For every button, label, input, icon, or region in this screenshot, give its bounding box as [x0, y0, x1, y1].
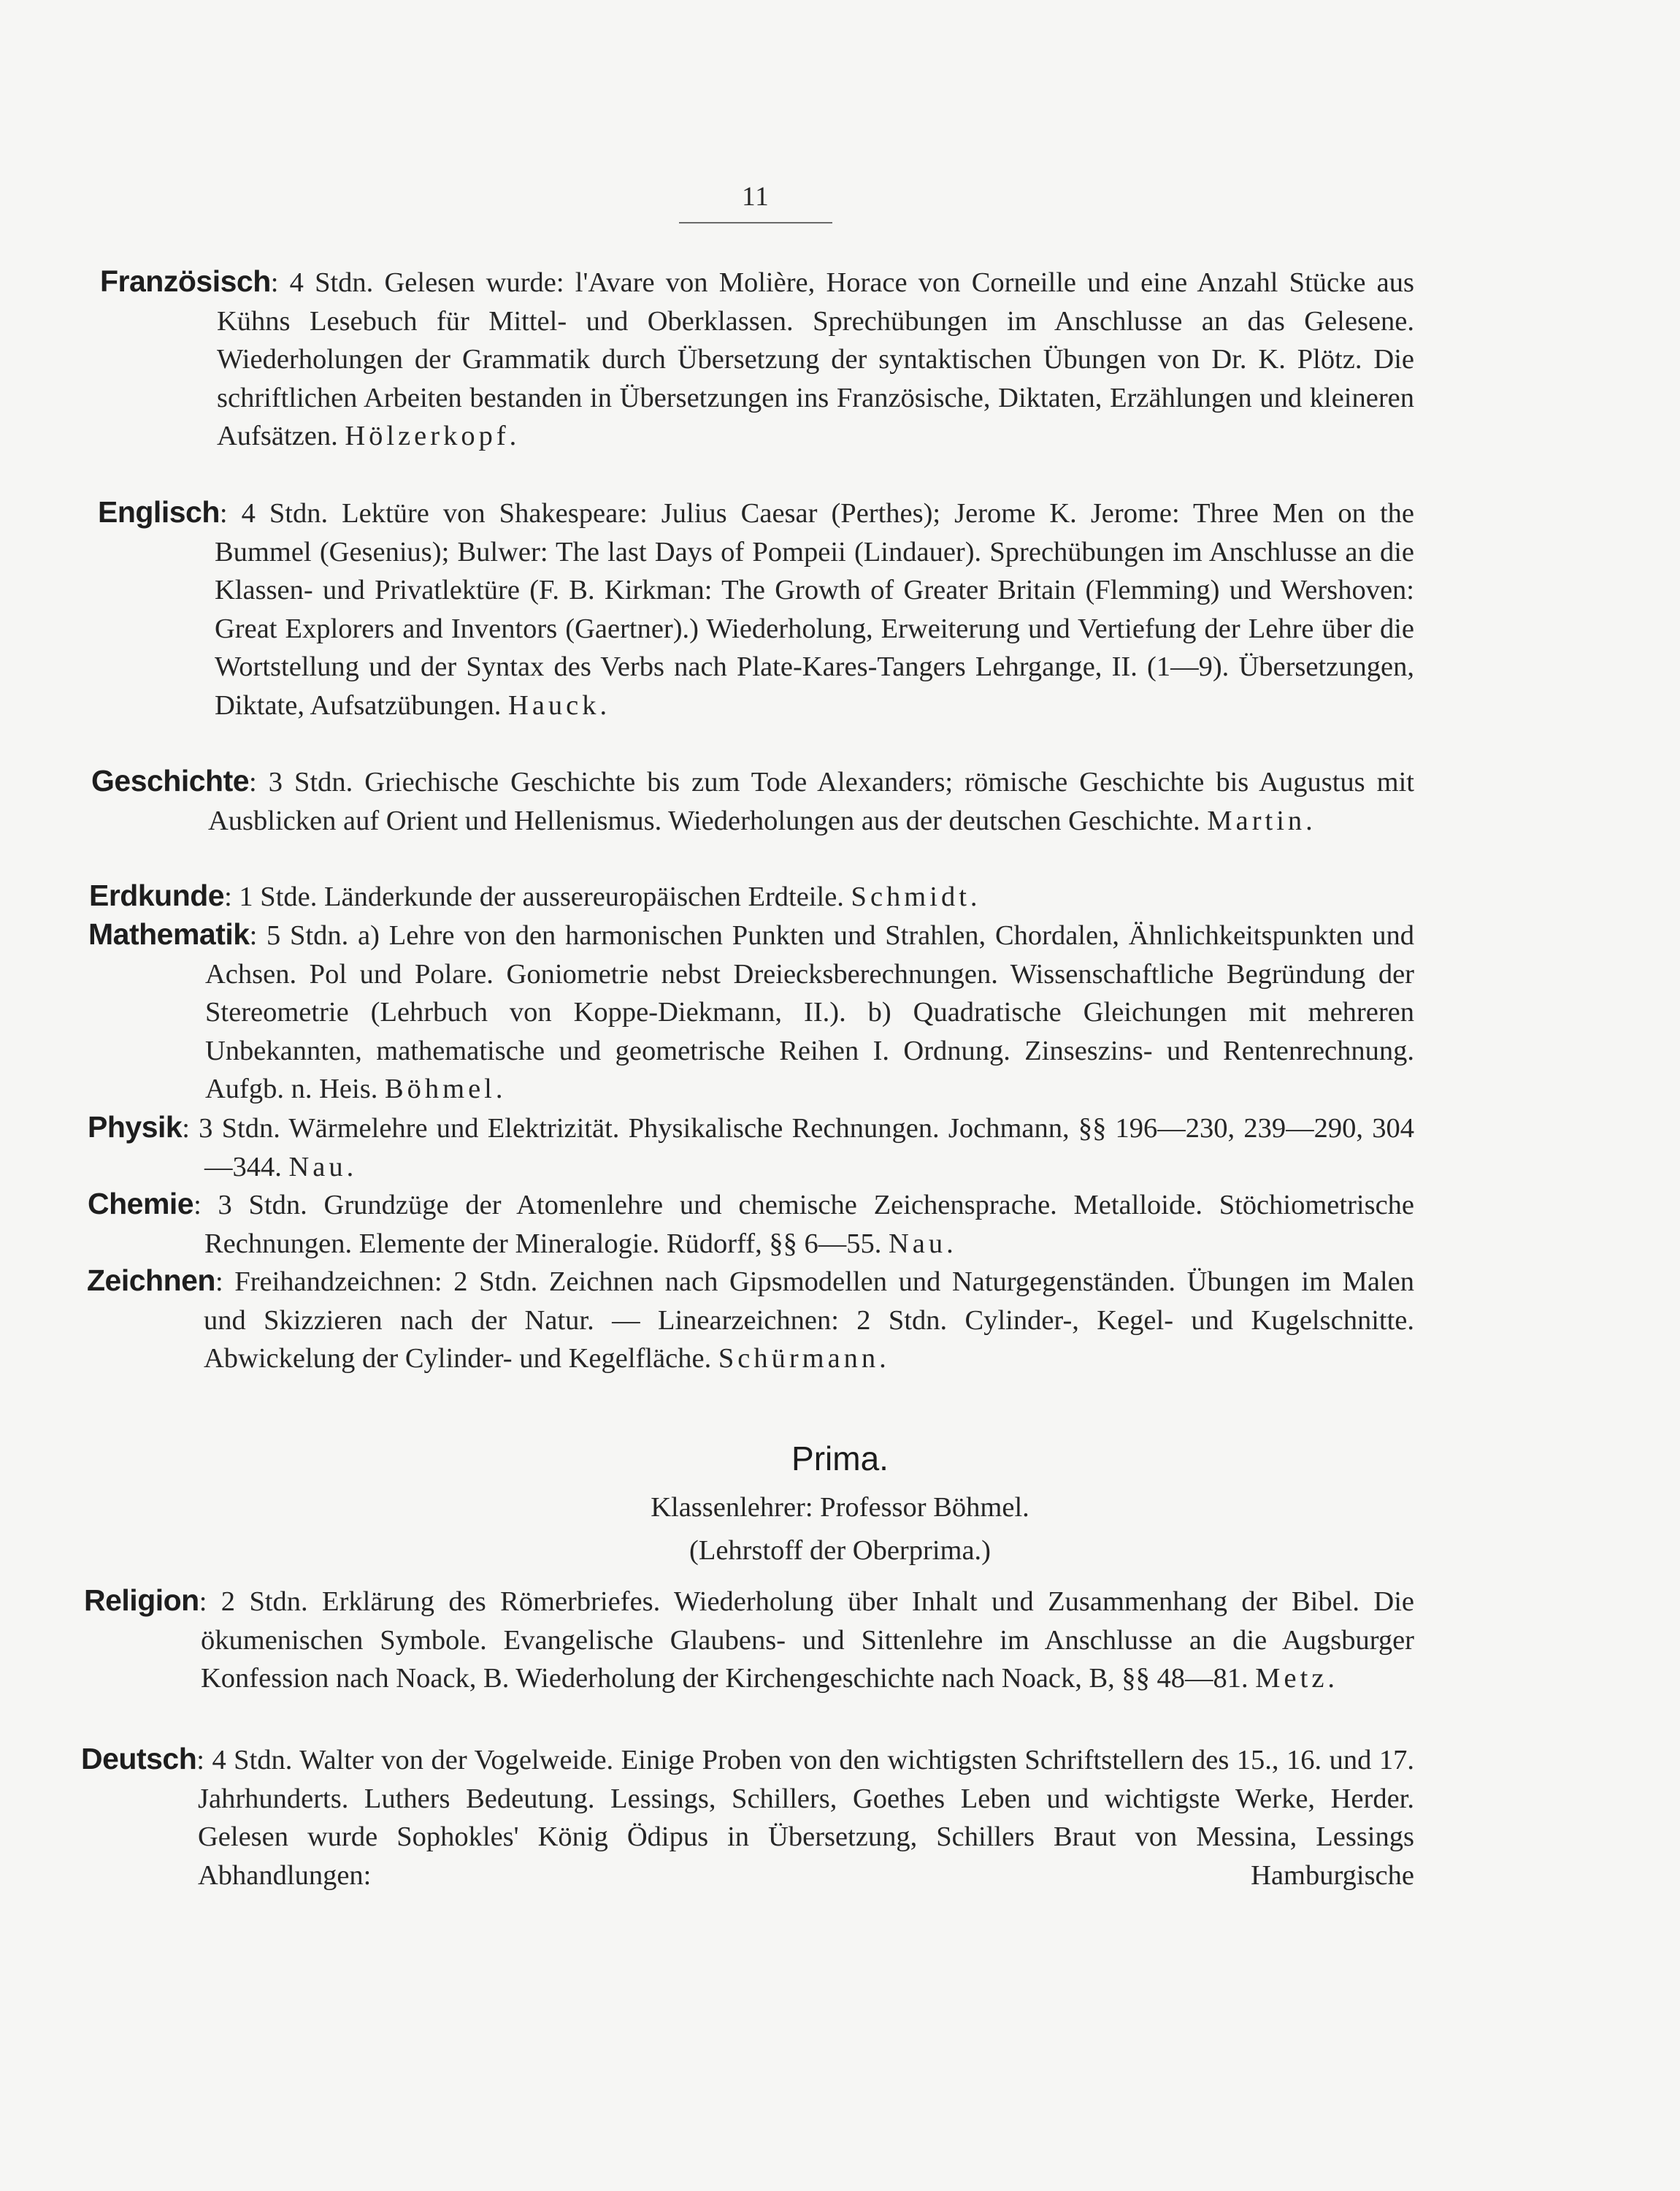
- teacher-name: Nau.: [888, 1228, 957, 1259]
- subject-heading: Englisch: [98, 495, 220, 529]
- teacher-name: Hauck.: [508, 689, 611, 721]
- teacher-name: Schmidt.: [851, 882, 981, 912]
- teacher-name: Böhmel.: [384, 1074, 507, 1105]
- teacher-name: Metz.: [1255, 1663, 1339, 1694]
- section-text: : 5 Stdn. a) Lehre von den harmonischen Punkten und Strahlen, Chordalen, Ähnlichkeitspunkten und Achsen. Pol und Polare. Goniometrie nebst Dreiecksberechnungen. Wissenschaftliche Begründung der Stereometrie (Lehrbuch von Koppe-Diekmann, II.). b) Quadratische Gleichungen mit mehreren Unbekannten, mathematische und geometrische Reihen I. Ordnung. Zinseszins- und Rentenrechnung. Aufgb. n. Heis.: [205, 920, 1414, 1105]
- section-text: : 3 Stdn. Grundzüge der Atomenlehre und chemische Zeichensprache. Metalloide. Stöchiometrische Rechnungen. Elemente der Mineralogie. Rüdorff, §§ 6—55.: [193, 1190, 1414, 1259]
- subject-heading: Mathematik: [88, 917, 250, 951]
- section-englisch: [98, 493, 1414, 725]
- section-deutsch: [81, 1740, 1414, 1894]
- teacher-name: Schürmann.: [718, 1343, 890, 1374]
- subject-heading: Erdkunde: [89, 879, 225, 912]
- subject-heading: Zeichnen: [87, 1263, 215, 1297]
- section-text: : 3 Stdn. Griechische Geschichte bis zum Tode Alexanders; römische Geschichte bis Augustus mit Ausblicken auf Orient und Hellenismus. Wiederholungen aus der deutschen Geschichte.: [208, 767, 1414, 836]
- section-zeichnen: [87, 1261, 1414, 1378]
- subject-heading: Französisch: [100, 264, 271, 298]
- section-text: : 1 Stde. Länderkunde der aussereuropäischen Erdteile.: [224, 882, 844, 912]
- section-mathematik: [88, 915, 1414, 1109]
- section-erdkunde: [89, 876, 1414, 917]
- teacher-name: Hölzerkopf.: [345, 421, 521, 452]
- section-text: : 4 Stdn. Gelesen wurde: l'Avare von Molière, Horace von Corneille und eine Anzahl Stücke aus Kühns Lesebuch für Mittel- und Oberklassen. Sprechübungen im Anschlusse an das Gelesene. Wiederholungen der Grammatik durch Übersetzung der syntaktischen Übungen von Dr. K. Plötz. Die schriftlichen Arbeiten bestanden in Übersetzungen ins Französische, Diktaten, Erzählungen und kleineren Aufsätzen.: [217, 267, 1414, 452]
- section-text: : 4 Stdn. Walter von der Vogelweide. Einige Proben von den wichtigsten Schriftstellern des 15., 16. und 17. Jahrhunderts. Luthers Bedeutung. Lessings, Schillers, Goethes Leben und wichtigste Werke, Herder. Gelesen wurde Sophokles' König Ödipus in Übersetzung, Schillers Braut von Messina, Lessings Abhandlungen: Hamburgische: [196, 1745, 1414, 1891]
- subject-heading: Physik: [88, 1110, 183, 1144]
- page-number: 11: [742, 182, 770, 212]
- section-geschichte: [91, 762, 1414, 840]
- subject-heading: Geschichte: [91, 764, 250, 798]
- teacher-name: Nau.: [288, 1151, 358, 1182]
- section-text: : Freihandzeichnen: 2 Stdn. Zeichnen nach Gipsmodellen und Naturgegenständen. Übungen im Malen und Skizzieren nach der Natur. — Linearzeichnen: 2 Stdn. Cylinder-, Kegel- und Kugelschnitte. Abwickelung der Cylinder- und Kegelfläche.: [204, 1266, 1414, 1374]
- section-chemie: [88, 1185, 1414, 1263]
- page-number-rule: [679, 222, 832, 223]
- section-text: : 4 Stdn. Lektüre von Shakespeare: Julius Caesar (Perthes); Jerome K. Jerome: Three Men on the Bummel (Gesenius); Bulwer: The last Days of Pompeii (Lindauer). Sprechübungen im Anschlusse an die Klassen- und Privatlektüre (F. B. Kirkman: The Growth of Greater Britain (Flemming) und Wershoven: Great Explorers and Inventors (Gaertner).) Wiederholung, Erweiterung und Vertiefung der Lehre über die Wortstellung und der Syntax des Verbs nach Plate-Kares-Tangers Lehrgange, II. (1—9). Übersetzungen, Diktate, Aufsatzübungen.: [215, 498, 1414, 721]
- prima-heading: Prima.: [791, 1439, 889, 1477]
- section-physik: [88, 1108, 1414, 1186]
- section-franzoesisch: [100, 262, 1414, 456]
- subject-heading: Deutsch: [81, 1742, 197, 1775]
- class-teacher-line: Klassenlehrer: Professor Böhmel.: [651, 1492, 1029, 1523]
- curriculum-note: (Lehrstoff der Oberprima.): [689, 1535, 991, 1566]
- section-text: : 2 Stdn. Erklärung des Römerbriefes. Wiederholung über Inhalt und Zusammenhang der Bibel. Die ökumenischen Symbole. Evangelische Glaubens- und Sittenlehre im Anschlusse an die Augsburger Konfession nach Noack, B. Wiederholung der Kirchengeschichte nach Noack, B, §§ 48—81.: [199, 1586, 1414, 1694]
- subject-heading: Religion: [84, 1583, 199, 1617]
- subject-heading: Chemie: [88, 1187, 194, 1220]
- section-religion: [84, 1581, 1414, 1698]
- section-text: : 3 Stdn. Wärmelehre und Elektrizität. Physikalische Rechnungen. Jochmann, §§ 196—230, 239—290, 304—344.: [182, 1113, 1414, 1182]
- teacher-name: Martin.: [1207, 805, 1316, 836]
